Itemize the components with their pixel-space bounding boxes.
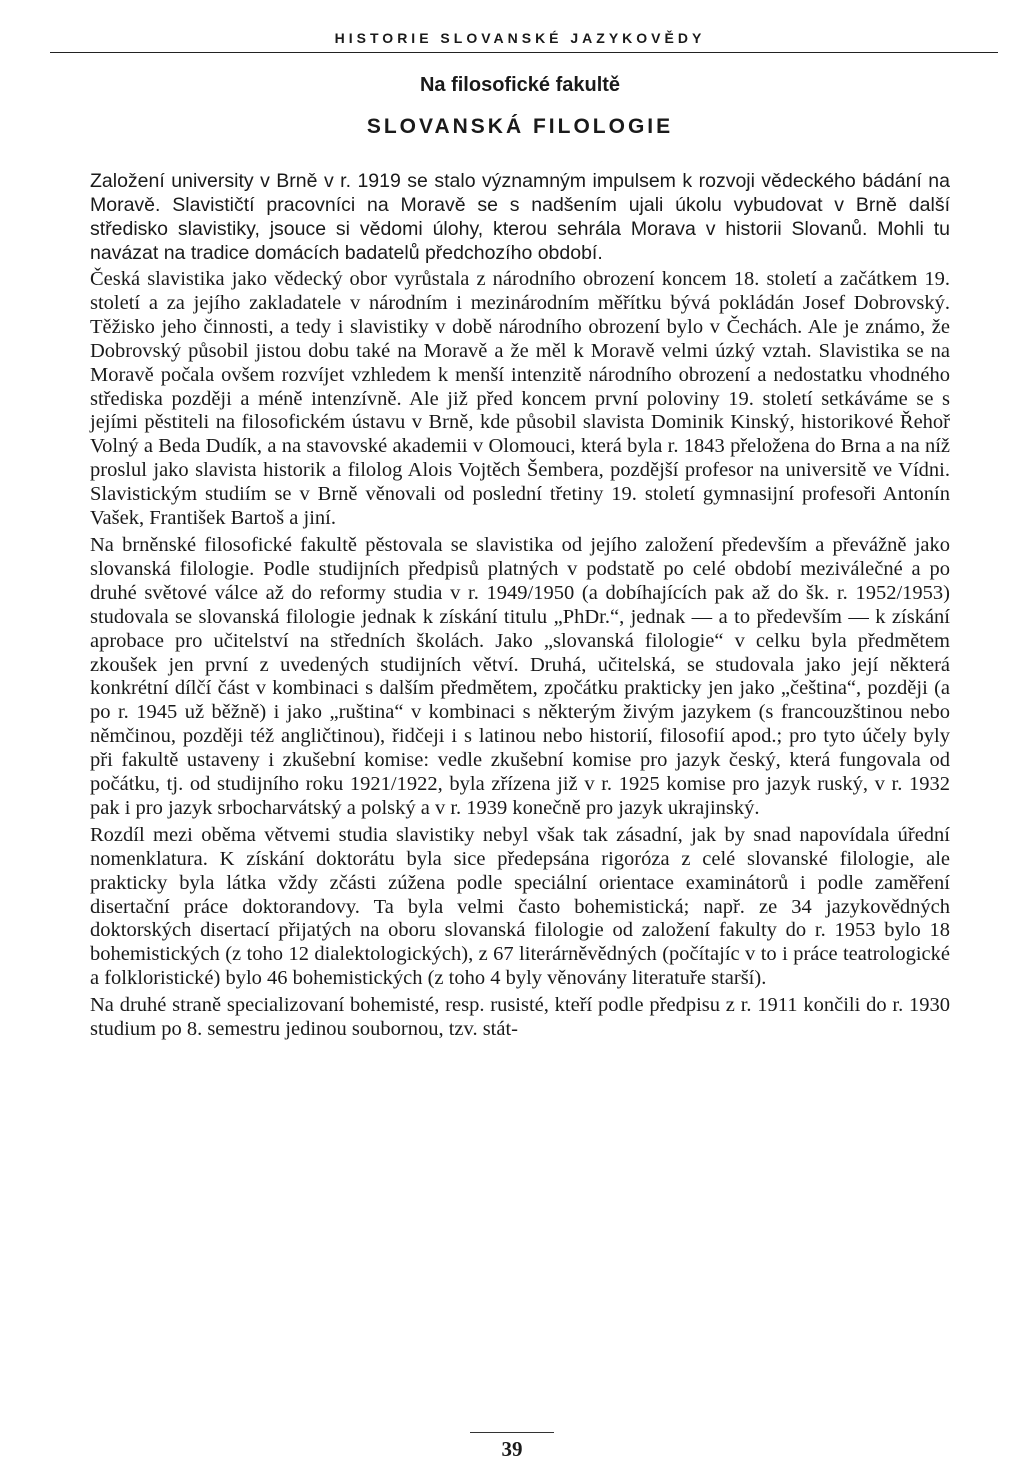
paragraph: Na druhé straně specializovaní bohemisté, resp. rusisté, kteří podle předpisu z r. 1911 končili do r. 1930 studium po 8. semestru jedinou soubornou, tzv. stát- (90, 994, 950, 1041)
paragraph: Na brněnské filosofické fakultě pěstovala se slavistika od jejího založení především a převážně jako slovanská filologie. Podle studijních předpisů platných v podstatě po celé období meziválečné a po druhé světové válce až do reformy studia v r. 1949/1950 (a dobíhajících pak až do šk. r. 1952/1953) studovala se slovanská filologie jednak k získání titulu „PhDr.“, jednak — a to především — k získání aprobace pro učitelství na středních školách. Jako „slovanská filologie“ v celku byla předmětem zkoušek jen první z uvedených studijních větví. Druhá, učitelská, se studovala jako její některá konkrétní dílčí část v kombinaci s dalším předmětem, zpočátku prakticky jen jako „čeština“, později (a po r. 1945 už běžně) i jako „ruština“ v kombinaci s některým živým jazykem (s francouzštinou nebo němčinou, později též angličtinou), řidčeji i s latinou nebo historií, filosofií apod.; pro tyto účely byly při fakultě ustaveny i zkušební komise: vedle zkušební komise pro jazyk český, která fungovala od počátku, tj. od studijního roku 1921/1922, byla zřízena již v r. 1925 komise pro jazyk ruský, v r. 1932 pak i pro jazyk srbocharvátský a polský a v r. 1939 konečně pro jazyk ukrajinský. (90, 533, 950, 819)
running-head: HISTORIE SLOVANSKÉ JAZYKOVĚDY (334, 30, 706, 46)
body-text (90, 169, 950, 1042)
paragraph: Rozdíl mezi oběma větvemi studia slavistiky nebyl však tak zásadní, jak by snad napovídala úřední nomenklatura. K získání doktorátu byla sice předepsána rigoróza z celé slovanské filologie, ale prakticky byla látka vždy zčásti zúžena podle speciální orientace examinátorů i podle zaměření disertační práce doktorandovy. Ta byla velmi často bohemistická; např. ze 34 jazykovědných doktorských disertací přijatých na oboru slovanská filologie od založení fakulty do r. 1953 bylo 18 bohemistických (z toho 12 dialektologických), z 67 literárněvědných (počítajíc v to i práce teatrologické a folkloristické) bylo 46 bohemistických (z toho 4 byly věnovány literatuře starší). (90, 823, 950, 990)
paragraph: Založení university v Brně v r. 1919 se stalo významným impulsem k rozvoji vědeckého bádání na Moravě. Slavističtí pracovníci na Moravě se s nadšením ujali úkolu vybudovat v Brně další středisko slavistiky, jsouce si vědomi úlohy, kterou sehrála Morava v historii Slovanů. Mohli tu navázat na tradice domácích badatelů předchozího období. (90, 170, 950, 264)
section-title: Na filosofické fakultě (419, 74, 621, 96)
header-rule (50, 52, 998, 53)
page (90, 30, 950, 1042)
footer-rule (470, 1432, 554, 1433)
section-subtitle: SLOVANSKÁ FILOLOGIE (366, 115, 674, 138)
paragraph: Česká slavistika jako vědecký obor vyrůstala z národního obrození koncem 18. století a začátkem 19. století a za jejího zakladatele v národním i mezinárodním měřítku bývá pokládán Josef Dobrovský. Těžisko jeho činnosti, a tedy i slavistiky v době národního obrození bylo v Čechách. Ale je známo, že Dobrovský působil jistou dobu také na Moravě a že měl k Moravě velmi úzký vztah. Slavistika se na Moravě počala ovšem rozvíjet vzhledem k menší intenzitě národního obrození a nedostatku vhodného střediska později a méně intenzívně. Ale již před koncem první poloviny 19. století setkáváme se s jejími pěstiteli na filosofickém ústavu v Brně, kde působil slavista Dominik Kinský, historikové Řehoř Volný a Beda Dudík, a na stavovské akademii v Olomouci, která byla r. 1843 přeložena do Brna a na níž proslul jako slavista historik a filolog Alois Vojtěch Šembera, pozdější profesor na universitě ve Vídni. Slavistickým studiím se v Brně věnovali od poslední třetiny 19. století gymnasijní profesoři Antonín Vašek, František Bartoš a jiní. (90, 268, 950, 530)
page-number: 39 (501, 1437, 523, 1461)
